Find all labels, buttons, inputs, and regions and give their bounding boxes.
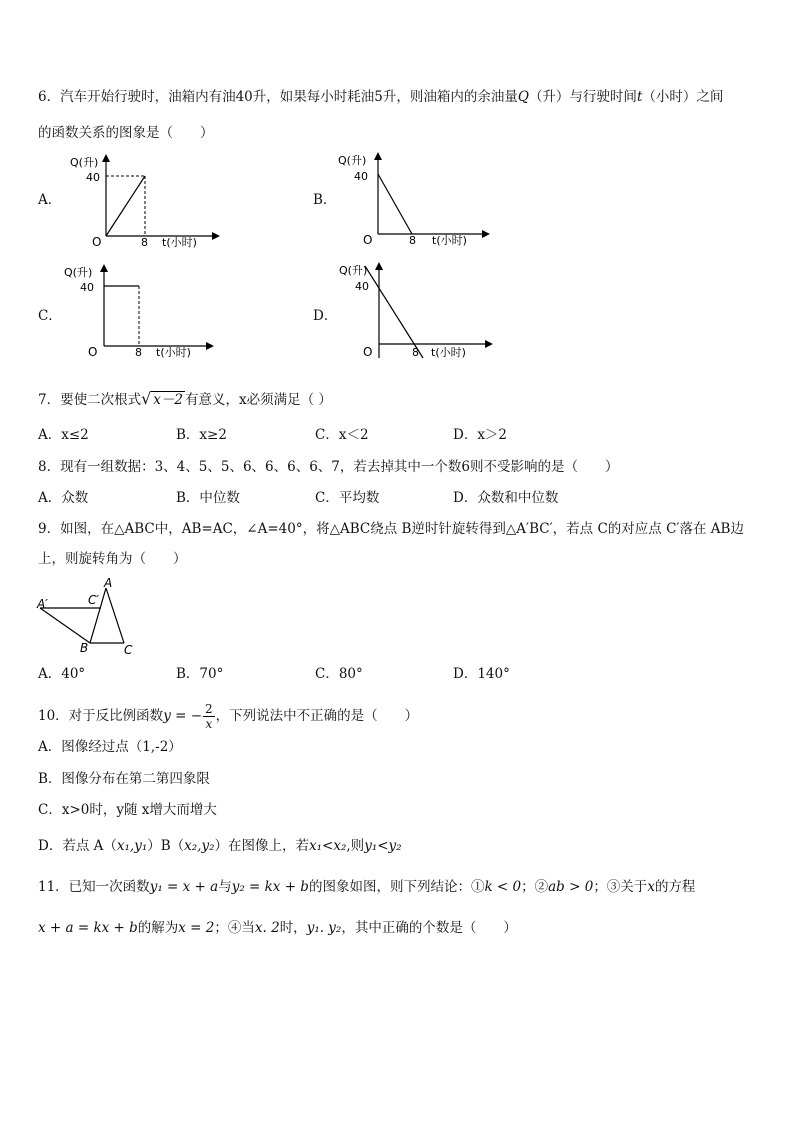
q11-text-k: 的方程 — [654, 879, 696, 895]
q10-stem-text-b: ，下列说法中不正确的是（ ） — [215, 708, 419, 724]
label-b: B — [80, 641, 89, 655]
q6-graph-b — [330, 150, 510, 250]
q11-text-h2: ，其中正确的个数是（ ） — [341, 920, 517, 936]
q11-text-f2: 时， — [279, 920, 307, 936]
q10-option-a: A．图像经过点（1,-2） — [38, 739, 182, 755]
q7-radicand: x－2 — [153, 392, 183, 408]
x-tick-label: 8 — [135, 346, 142, 359]
y-tick-label: 40 — [354, 170, 368, 183]
x-tick-label: 8 — [412, 346, 419, 359]
label-c: C — [124, 643, 133, 657]
q6-graph-c — [60, 262, 240, 362]
q10-opt-d-point-a: x₁,y₁ — [116, 838, 148, 854]
q6-var-q: Q — [517, 89, 529, 105]
q9-option-a: A．40° — [38, 666, 86, 682]
origin-label: O — [88, 345, 98, 359]
y-axis-arrow — [374, 152, 382, 160]
q10-opt-d-point-b: x₂,y₂ — [184, 838, 215, 854]
x-axis-label: t(小时) — [156, 346, 191, 359]
q11-text-d2: ；④当 — [214, 920, 255, 936]
q10-option-b: B．图像分布在第二第四象限 — [38, 771, 210, 787]
q11-compare-y: y₁. y₂ — [306, 920, 342, 936]
q11-stem-line2 — [38, 919, 517, 937]
label-a: A — [104, 576, 113, 590]
q10-opt-d-condition: x₁<x₂ — [309, 838, 347, 854]
q11-conclusion-2: ab > 0 — [548, 879, 594, 895]
q8-option-a: A．众数 — [38, 490, 89, 506]
function-line — [378, 174, 412, 234]
q11-condition-x: x. 2 — [254, 920, 280, 936]
q11-equation: x + a = kx + b — [38, 920, 138, 936]
q8-stem: 8．现有一组数据：3、4、5、5、6、6、6、6、7，若去掉其中一个数6则不受影响的是（ ） — [38, 459, 619, 475]
q10-fraction-num: 2 — [205, 702, 213, 716]
segment-ac — [106, 588, 124, 643]
function-line — [106, 176, 145, 236]
q6-stem-text-a: 6．汽车开始行驶时，油箱内有油40升，如果每小时耗油5升，则油箱内的余油量 — [38, 89, 518, 105]
q7-option-b: B．x≥2 — [176, 427, 227, 443]
x-axis-label: t(小时) — [432, 234, 467, 247]
label-a-prime: A′ — [37, 597, 48, 611]
q6-option-d-letter: D． — [313, 308, 338, 324]
q9-option-d: D．140° — [453, 666, 510, 682]
segment-a-prime-b — [40, 608, 90, 643]
q6-graph-d — [335, 260, 515, 364]
q6-option-c-letter: C． — [38, 308, 62, 324]
q7-option-a: A．x≤2 — [38, 427, 89, 443]
x-axis-arrow — [485, 340, 493, 348]
q11-text-b2: 的解为 — [137, 920, 179, 936]
q7-stem-text-a: 7．要使二次根式 — [38, 392, 142, 408]
x-tick-label: 8 — [141, 236, 148, 249]
y-tick-label: 40 — [355, 280, 369, 293]
label-c-prime: C′ — [88, 593, 100, 607]
x-axis-arrow — [482, 230, 490, 238]
q10-option-c: C．x>0时，y随 x增大而增大 — [38, 802, 217, 818]
q10-fraction-den: x — [205, 717, 213, 731]
q7-option-d: D．x＞2 — [453, 427, 508, 443]
q7-stem-text-b: 有意义，x必须满足（ ） — [185, 392, 332, 408]
y-tick-label: 40 — [80, 281, 94, 294]
q11-text-c: 与 — [218, 879, 232, 895]
q10-opt-d-text-c: ）B（ — [147, 838, 185, 854]
q7-radical — [141, 390, 185, 409]
x-axis-label: t(小时) — [431, 346, 466, 359]
q11-func-y2: y₂ = kx + b — [231, 879, 309, 895]
q10-opt-d-conclusion: y₁<y₂ — [364, 838, 402, 854]
q11-var-x: x — [647, 879, 655, 895]
q10-stem-text-a: 10．对于反比例函数 — [38, 708, 164, 724]
x-tick-label: 8 — [409, 234, 416, 247]
x-axis-label: t(小时) — [162, 236, 197, 249]
q9-stem-line2: 上，则旋转角为（ ） — [38, 551, 187, 567]
origin-label: O — [363, 233, 373, 247]
q8-option-b: B．中位数 — [176, 490, 240, 506]
q10-stem — [38, 702, 418, 731]
q10-opt-d-text-g: ,则 — [346, 838, 365, 854]
q10-opt-d-text-e: ）在图像上，若 — [214, 838, 310, 854]
origin-label: O — [363, 345, 373, 359]
q11-func-y1: y₁ = x + a — [149, 879, 219, 895]
q11-text-e: 的图象如图，则下列结论：① — [308, 879, 485, 895]
q11-stem-line1 — [38, 878, 695, 896]
q6-graph-a — [60, 150, 240, 250]
y-tick-label: 40 — [86, 171, 100, 184]
q11-conclusion-1: k < 0 — [484, 879, 522, 895]
q11-text-i: ；③关于 — [593, 879, 648, 895]
q6-stem-text-c: （小时）之间 — [642, 89, 724, 105]
radical-sign: √ — [141, 389, 152, 408]
x-axis-arrow — [206, 342, 214, 350]
y-axis-arrow — [375, 262, 383, 270]
q7-stem — [38, 390, 332, 409]
x-axis-arrow — [212, 232, 220, 240]
q11-text-a: 11．已知一次函数 — [38, 879, 150, 895]
y-axis-arrow — [102, 154, 110, 162]
q6-stem-line2: 的函数关系的图象是（ ） — [38, 125, 214, 141]
q9-stem-line1: 9．如图，在△ABC中，AB=AC，∠A=40°，将△ABC绕点 B逆时针旋转得到△A′BC′，若点 C的对应点 C′落在 AB边 — [38, 521, 744, 537]
q10-option-d — [38, 837, 402, 855]
y-axis-arrow — [100, 264, 108, 272]
q8-option-d: D．众数和中位数 — [453, 490, 559, 506]
q7-option-c: C．x＜2 — [315, 427, 369, 443]
q10-func-lhs: y = − — [163, 708, 203, 724]
q10-opt-d-text-a: D．若点 A（ — [38, 838, 117, 854]
q11-solution: x = 2 — [178, 920, 215, 936]
y-axis-label: Q(升) — [338, 154, 367, 167]
y-axis-label: Q(升) — [64, 266, 93, 279]
q6-stem-text-b: （升）与行驶时间 — [528, 89, 637, 105]
q11-text-g: ；② — [521, 879, 549, 895]
q6-option-a-letter: A． — [38, 192, 62, 208]
q6-var-t: t — [636, 89, 643, 105]
origin-label: O — [92, 235, 102, 249]
q10-fraction — [203, 702, 215, 731]
q6-option-b-letter: B． — [313, 192, 337, 208]
y-axis-label: Q(升) — [70, 156, 99, 169]
q9-rotation-figure — [34, 576, 144, 660]
q9-option-b: B．70° — [176, 666, 224, 682]
q9-option-c: C．80° — [315, 666, 363, 682]
q6-stem-line1 — [38, 88, 723, 106]
q8-option-c: C．平均数 — [315, 490, 380, 506]
y-axis-label: Q(升) — [339, 264, 368, 277]
